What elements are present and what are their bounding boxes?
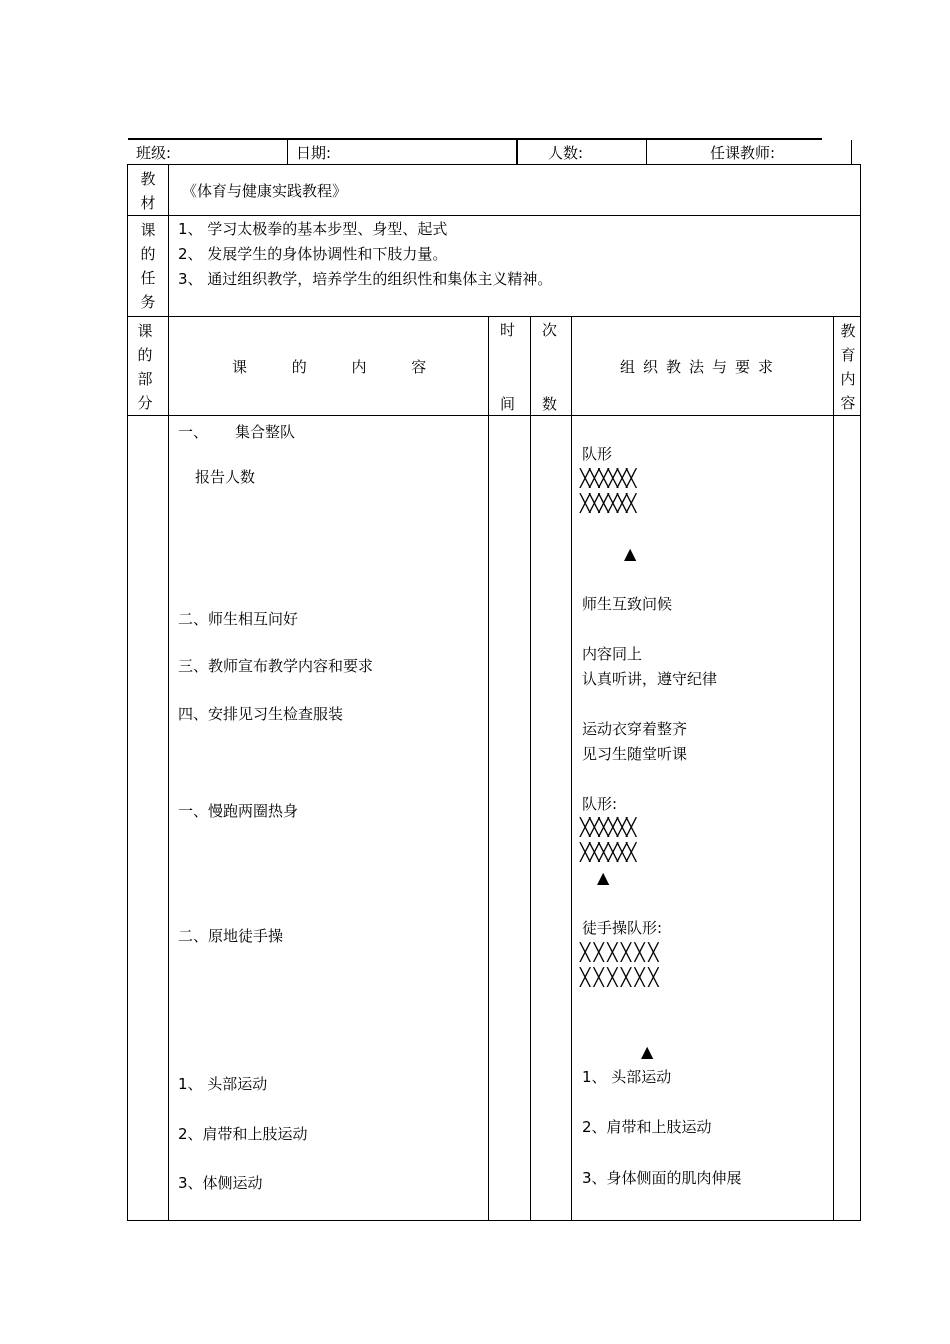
teacher-position-icon: ▲: [641, 1042, 654, 1061]
col-divider: [168, 164, 169, 1221]
method-header: 组织教法与要求: [620, 358, 782, 376]
content-item: 报告人数: [195, 468, 256, 486]
time-header-bottom: 间: [500, 395, 516, 413]
method-item: 见习生随堂听课: [582, 745, 688, 763]
content-item: 四、安排见习生检查服装: [178, 705, 344, 723]
col-divider: [571, 316, 572, 1221]
class-label: 班级:: [136, 144, 172, 162]
teacher-position-icon: ▲: [624, 544, 637, 563]
table-right-border: [860, 164, 861, 1221]
content-item: 三、教师宣布教学内容和要求: [178, 657, 374, 675]
header-divider: [287, 140, 288, 165]
task-item: 2、 发展学生的身体协调性和下肢力量。: [178, 245, 448, 263]
task-item: 1、 学习太极拳的基本步型、身型、起式: [178, 220, 448, 238]
content-item: 一、慢跑两圈热身: [178, 802, 299, 820]
reps-header-bottom: 数: [542, 395, 558, 413]
method-item: 2、肩带和上肢运动: [582, 1118, 712, 1136]
formation-row: ╳ ╳ ╳ ╳ ╳ ╳: [580, 943, 659, 963]
method-item: 运动衣穿着整齐: [582, 720, 688, 738]
method-item: 徒手操队形:: [582, 919, 663, 937]
formation-row: ╳╳╳╳╳╳: [580, 843, 636, 863]
content-item: 二、原地徒手操: [178, 927, 284, 945]
header-divider: [516, 140, 518, 165]
row-line: [127, 415, 861, 416]
method-item: 队形: [582, 445, 613, 463]
header-divider: [851, 140, 852, 165]
education-header: 教 育 内 容: [840, 322, 856, 412]
col-divider: [488, 316, 489, 1221]
formation-row: ╳ ╳ ╳ ╳ ╳ ╳: [580, 968, 659, 988]
col-divider: [833, 316, 834, 1221]
tasks-label: 课 的 任 务: [140, 221, 156, 311]
content-item: 2、肩带和上肢运动: [178, 1125, 308, 1143]
content-item: 1、 头部运动: [178, 1075, 268, 1093]
method-item: 内容同上: [582, 645, 643, 663]
table-left-border: [127, 164, 128, 1221]
count-label: 人数:: [548, 144, 584, 162]
top-rule: [128, 138, 822, 140]
teacher-label: 任课教师:: [710, 144, 776, 162]
row-line: [128, 164, 861, 165]
material-label: 教 材: [140, 170, 156, 212]
row-line: [127, 316, 861, 317]
header-divider: [646, 140, 647, 165]
part-header: 课 的 部 分: [137, 322, 153, 412]
content-item: 集合整队: [235, 423, 296, 441]
row-line: [127, 215, 861, 216]
method-item: 认真听讲，遵守纪律: [582, 670, 718, 688]
task-item: 3、 通过组织教学，培养学生的组织性和集体主义精神。: [178, 270, 553, 288]
time-header-top: 时: [500, 321, 516, 339]
content-item: 二、师生相互问好: [178, 610, 299, 628]
method-item: 3、身体侧面的肌肉伸展: [582, 1169, 742, 1187]
content-item: 3、体侧运动: [178, 1174, 263, 1192]
formation-row: ╳╳╳╳╳╳: [580, 494, 636, 514]
content-item: 一、: [178, 423, 209, 441]
table-bottom-border: [127, 1220, 861, 1221]
date-label: 日期:: [296, 144, 332, 162]
formation-row: ╳╳╳╳╳╳: [580, 818, 636, 838]
material-value: 《体育与健康实践教程》: [182, 182, 348, 200]
col-divider: [530, 316, 531, 1221]
reps-header-top: 次: [542, 321, 558, 339]
content-header: 课 的 内 容: [232, 358, 427, 376]
method-item: 师生互致问候: [582, 595, 673, 613]
formation-row: ╳╳╳╳╳╳: [580, 469, 636, 489]
method-item: 1、 头部运动: [582, 1068, 672, 1086]
method-item: 队形:: [582, 795, 618, 813]
teacher-position-icon: ▲: [597, 868, 610, 887]
